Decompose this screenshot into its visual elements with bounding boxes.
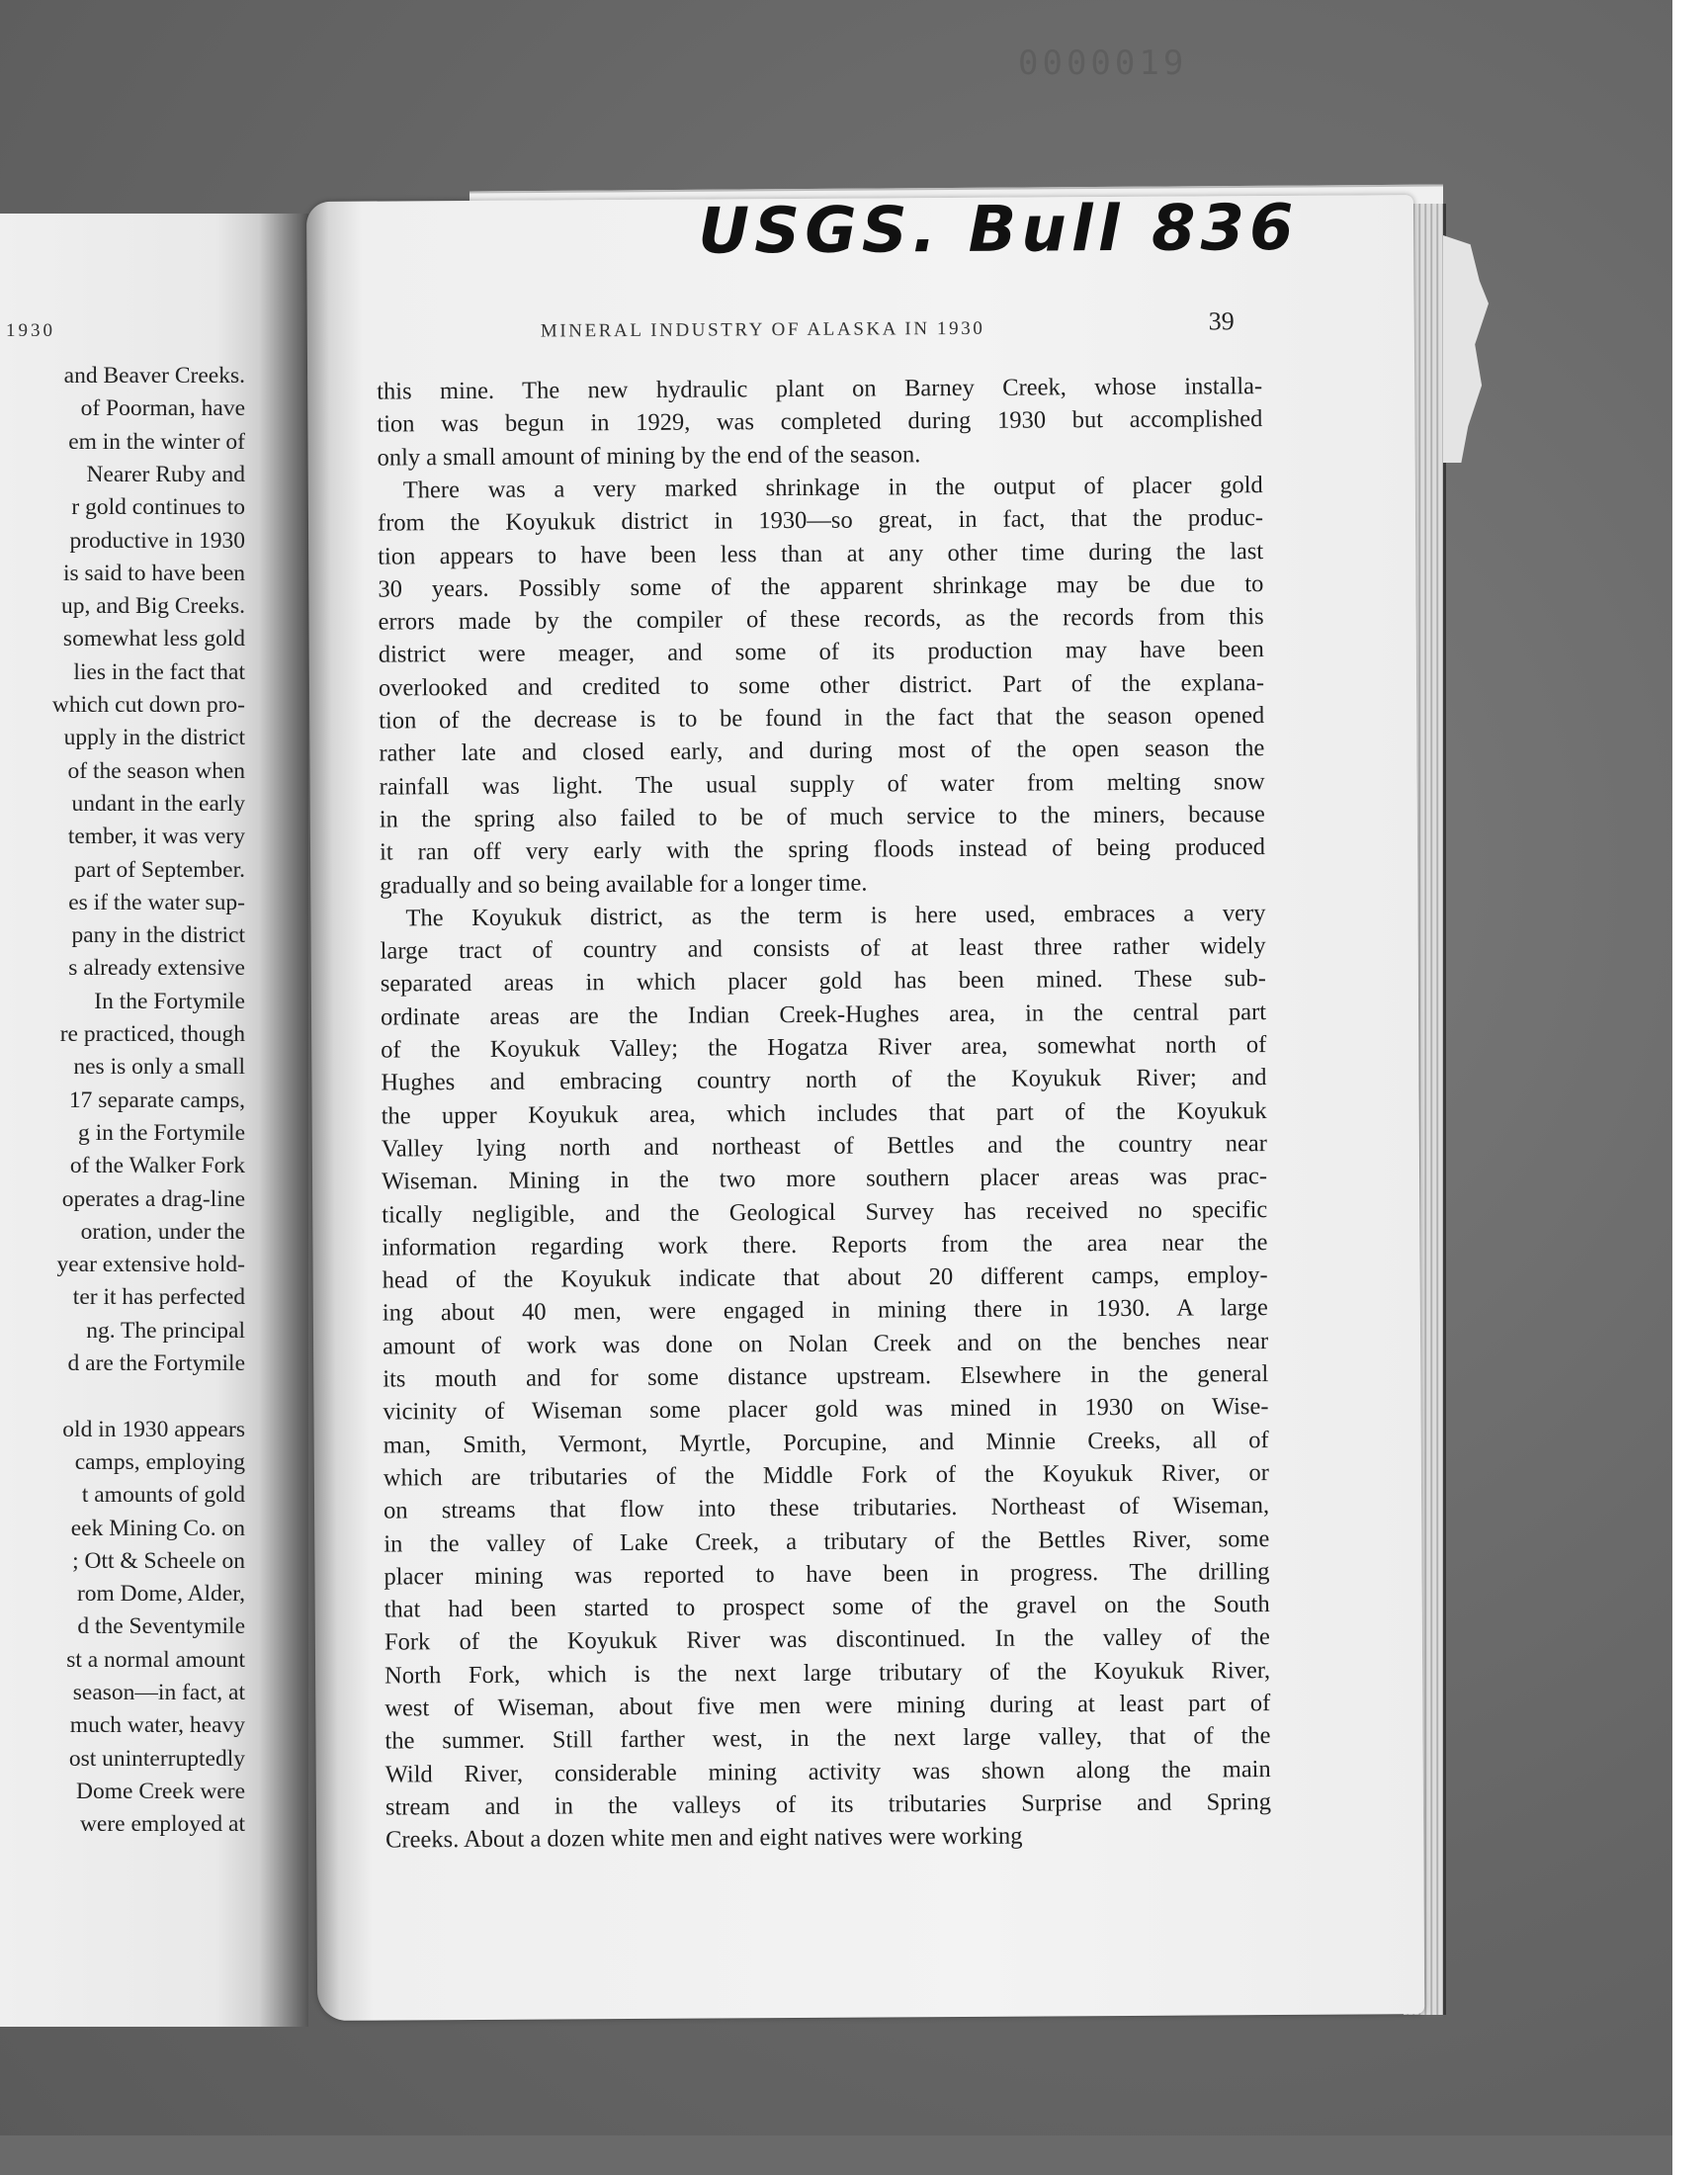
text-line: amount of work was done on Nolan Creek and on the benches near <box>382 1327 1269 1360</box>
text-line: tion was begun in 1929, was completed during 1930 but accomplished <box>377 405 1263 438</box>
left-text-line: g in the Fortymile <box>77 1119 245 1146</box>
text-line: district were meager, and some of its production may have been <box>378 636 1264 668</box>
text-line: ordinate areas are the Indian Creek-Hughes area, in the central part <box>380 998 1267 1031</box>
text-line: 30 years. Possibly some of the apparent shrinkage may be due to <box>378 569 1264 603</box>
text-line: the summer. Still farther west, in the next large valley, that of the <box>384 1722 1271 1755</box>
text-line: from the Koyukuk district in 1930—so great, in fact, that the produc- <box>377 504 1264 537</box>
page-number: 39 <box>1208 306 1235 336</box>
handwritten-note: USGS. Bull 836 <box>697 191 1299 269</box>
left-text-line: oration, under the <box>80 1218 245 1245</box>
scan-bottom-edge <box>0 2135 1672 2175</box>
left-text-line: d are the Fortymile <box>67 1350 245 1376</box>
text-line: overlooked and credited to some other district. Part of the explana- <box>378 668 1265 702</box>
text-line: rather late and closed early, and during most of the open season the <box>379 735 1265 767</box>
text-line: stream and in the valleys of its tributaries Surprise and Spring <box>384 1787 1271 1821</box>
left-text-line: season—in fact, at <box>72 1680 245 1705</box>
left-text-line: of Poorman, have <box>80 395 245 422</box>
text-line: it ran off very early with the spring floods instead of being produced <box>379 833 1266 866</box>
left-text-line: st a normal amount <box>66 1646 245 1673</box>
left-text-line: productive in 1930 <box>69 527 245 554</box>
text-line: errors made by the compiler of these records, as the records from this <box>378 603 1264 636</box>
text-line: Valley lying north and northeast of Bettles and the country near <box>381 1129 1267 1163</box>
text-line: this mine. The new hydraulic plant on Barney Creek, whose installa- <box>377 373 1263 405</box>
left-text-line: camps, employing <box>74 1448 245 1475</box>
left-text-line: which cut down pro- <box>51 692 245 718</box>
left-text-line: of the Walker Fork <box>69 1153 245 1179</box>
left-text-line: nes is only a small <box>73 1054 245 1081</box>
left-text-line: and Beaver Creeks. <box>63 363 245 389</box>
left-text-line: much water, heavy <box>69 1712 245 1739</box>
left-text-line: es if the water sup- <box>68 889 245 915</box>
left-page <box>0 214 308 2027</box>
left-text-line: year extensive hold- <box>56 1252 245 1278</box>
left-text-line: d the Seventymile <box>77 1613 245 1640</box>
left-text-line: ng. The principal <box>86 1317 245 1344</box>
text-line: tically negligible, and the Geological Survey has received no specific <box>382 1195 1268 1229</box>
text-line: Creeks. About a dozen white men and eight natives were working <box>385 1822 1023 1854</box>
left-text-line: pany in the district <box>71 922 245 949</box>
text-line: in the valley of Lake Creek, a tributary of the Bettles River, some <box>384 1524 1270 1558</box>
text-line: Wiseman. Mining in the two more southern placer areas was prac- <box>381 1163 1268 1195</box>
text-line: information regarding work there. Reports from the area near the <box>382 1228 1268 1262</box>
text-line: that had been started to prospect some of the gravel on the South <box>384 1591 1270 1623</box>
text-line: west of Wiseman, about five men were mining during at least part of <box>384 1690 1271 1722</box>
left-text-line: operates a drag-line <box>61 1185 245 1212</box>
text-line: head of the Koyukuk indicate that about 20 different camps, employ- <box>382 1262 1268 1294</box>
left-text-line: old in 1930 appears <box>62 1416 245 1442</box>
text-line: rainfall was light. The usual supply of water from melting snow <box>379 767 1265 801</box>
left-text-line: 17 separate camps, <box>68 1087 245 1113</box>
text-line: placer mining was reported to have been in progress. The drilling <box>384 1557 1270 1591</box>
left-text-line: were employed at <box>79 1811 245 1838</box>
text-line: man, Smith, Vermont, Myrtle, Porcupine, and Minnie Creeks, all of <box>383 1426 1269 1459</box>
text-line: North Fork, which is the next large tributary of the Koyukuk River, <box>384 1656 1271 1690</box>
text-line: The Koyukuk district, as the term is here used, embraces a very <box>405 899 1266 932</box>
left-text-line: rom Dome, Alder, <box>76 1581 245 1608</box>
left-text-line: eek Mining Co. on <box>70 1515 245 1541</box>
text-line: ing about 40 men, were engaged in mining there in 1930. A large <box>382 1294 1268 1327</box>
text-line: the upper Koyukuk area, which includes that part of the Koyukuk <box>381 1096 1267 1130</box>
left-text-line: part of September. <box>74 856 245 883</box>
text-line: tion appears to have been less than at any other time during the last <box>378 537 1264 570</box>
left-text-line: s already extensive <box>68 955 245 982</box>
left-text-line: up, and Big Creeks. <box>60 593 245 620</box>
text-line: gradually and so being available for a longer time. <box>380 869 868 900</box>
left-text-line: upply in the district <box>63 725 245 751</box>
left-text-line: Dome Creek were <box>76 1778 245 1804</box>
text-line: its mouth and for some distance upstream. Elsewhere in the general <box>383 1360 1269 1393</box>
text-line: only a small amount of mining by the end of the season. <box>377 440 921 472</box>
left-text-line: r gold continues to <box>71 494 245 521</box>
left-text-line: of the season when <box>67 757 245 784</box>
left-text-line: is said to have been <box>62 560 245 586</box>
left-text-line: somewhat less gold <box>62 626 245 652</box>
left-text-line: undant in the early <box>71 790 245 817</box>
running-head: MINERAL INDUSTRY OF ALASKA IN 1930 <box>540 317 985 342</box>
left-text-line: ter it has perfected <box>72 1284 245 1311</box>
text-line: in the spring also failed to be of much service to the miners, because <box>379 800 1265 833</box>
text-line: tion of the decrease is to be found in the fact that the season opened <box>379 702 1265 735</box>
text-line: Hughes and embracing country north of the Koyukuk River; and <box>381 1064 1267 1096</box>
left-text-line: Nearer Ruby and <box>86 461 245 487</box>
left-running-head: 1930 <box>6 320 55 341</box>
text-line: large tract of country and consists of at least three rather widely <box>380 932 1266 965</box>
left-text-line: tember, it was very <box>67 824 245 850</box>
text-line: separated areas in which placer gold has been mined. These sub- <box>380 965 1266 998</box>
text-line: There was a very marked shrinkage in the output of placer gold <box>402 471 1263 504</box>
text-line: on streams that flow into these tributaries. Northeast of Wiseman, <box>384 1492 1270 1524</box>
text-line: of the Koyukuk Valley; the Hogatza River area, somewhat north of <box>381 1031 1267 1064</box>
left-text-line: em in the winter of <box>68 428 245 455</box>
text-line: Fork of the Koyukuk River was discontinued. In the valley of the <box>384 1623 1270 1656</box>
archive-stamp: 0000019 <box>1018 44 1188 83</box>
text-line: Wild River, considerable mining activity was shown along the main <box>384 1755 1271 1788</box>
left-text-line: In the Fortymile <box>94 988 245 1014</box>
left-text-line: re practiced, though <box>59 1021 245 1047</box>
left-text-line: ; Ott & Scheele on <box>72 1547 245 1574</box>
text-line: vicinity of Wiseman some placer gold was mined in 1930 on Wise- <box>383 1393 1269 1426</box>
right-page <box>306 191 1424 2021</box>
left-text-line: ost uninterruptedly <box>68 1745 245 1772</box>
left-text-line: t amounts of gold <box>81 1482 245 1509</box>
text-line: which are tributaries of the Middle Fork of the Koyukuk River, or <box>383 1458 1269 1492</box>
left-text-line: lies in the fact that <box>73 658 245 685</box>
